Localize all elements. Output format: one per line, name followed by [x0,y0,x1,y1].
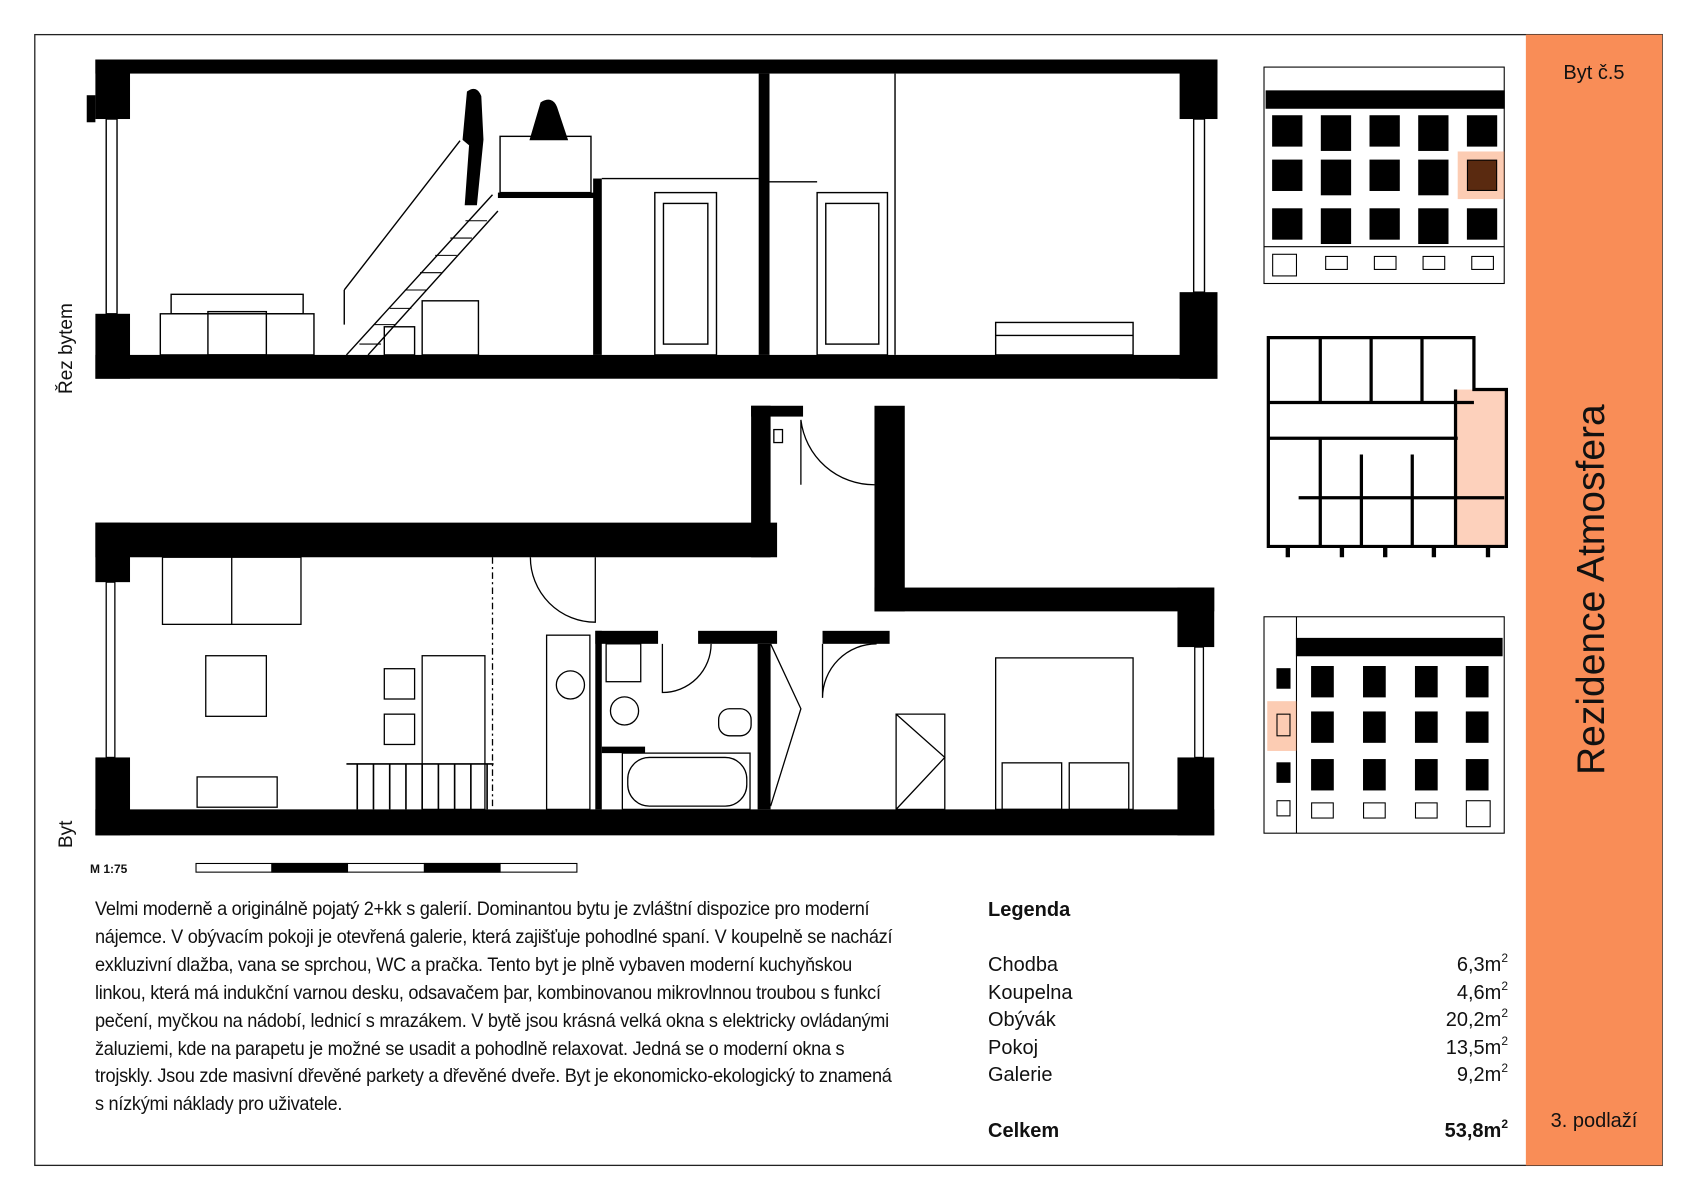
facade-thumbnail-front [1264,67,1504,283]
room-name: Koupelna [988,981,1073,1004]
room-area: $4,6m^2$ [1456,978,1508,1004]
legend-row [988,1062,1508,1090]
room-area: $6,3m^2$ [1456,951,1508,976]
room-area: $13,5m^2$ [1445,1033,1508,1059]
residence-name: Rezidence Atmosfera [1570,404,1613,775]
floor-label: 3. podlaží [1550,1110,1638,1132]
building-plan-thumbnail [1268,338,1507,558]
room-name: Galerie [988,1064,1053,1087]
total-area: $53,8m^2$ [1444,1116,1508,1142]
section-label: Řez bytem [56,303,77,394]
section-drawing [87,60,1218,379]
scale-bar [196,863,577,872]
scale-label: M 1:75 [90,862,128,876]
room-name: Chodba [988,954,1059,976]
room-area: $9,2m^2$ [1456,1061,1508,1087]
legend-row [988,1035,1508,1063]
room-area: $20,2m^2$ [1445,1006,1508,1032]
apartment-description: Velmi moderně a originálně pojatý 2+kk s galerií. Dominantou bytu je zvláštní dispozice pro moderní nájemce. V obývacím pokoji je otevřená galerie, která zajišťuje pohodlné spaní. V koupelně se nachází exkluzivní dlažba, vana se sprchou, WC a pračka. Tento byt je plně vybaven moderní kuchyňskou linkou, která má indukční varnou desku, odsavačem þar, kombinovanou mikrovlnnou troubou s funkcí pečení, myčkou na nádobí, lednicí s mrazákem. V bytě jsou krásná velká okna s elektricky ovládanými žaluziemi, kde na parapetu je možné se usadit a pohodlně relaxovat. Jedná se o moderní okna s trojskly. Jsou zde masivní dřevěné parkety a dřevěné dveře. Byt je ekonomicko-ekologický to znamená s nízkými náklady pro uživatele. [95,898,893,1116]
facade-thumbnail-side [1264,617,1504,833]
legend-row [988,980,1508,1008]
legend-row [988,952,1508,980]
apartment-number: Byt č.5 [1563,62,1625,84]
floor-plan [95,406,1214,836]
room-name: Pokoj [988,1036,1039,1059]
room-name: Obývák [988,1009,1056,1032]
legend-total-row [988,1118,1508,1146]
legend-row [988,1007,1508,1035]
legend-title: Legenda [988,899,1071,921]
total-label: Celkem [988,1119,1060,1142]
area-legend [988,896,1508,1146]
plan-label: Byt [56,820,77,848]
